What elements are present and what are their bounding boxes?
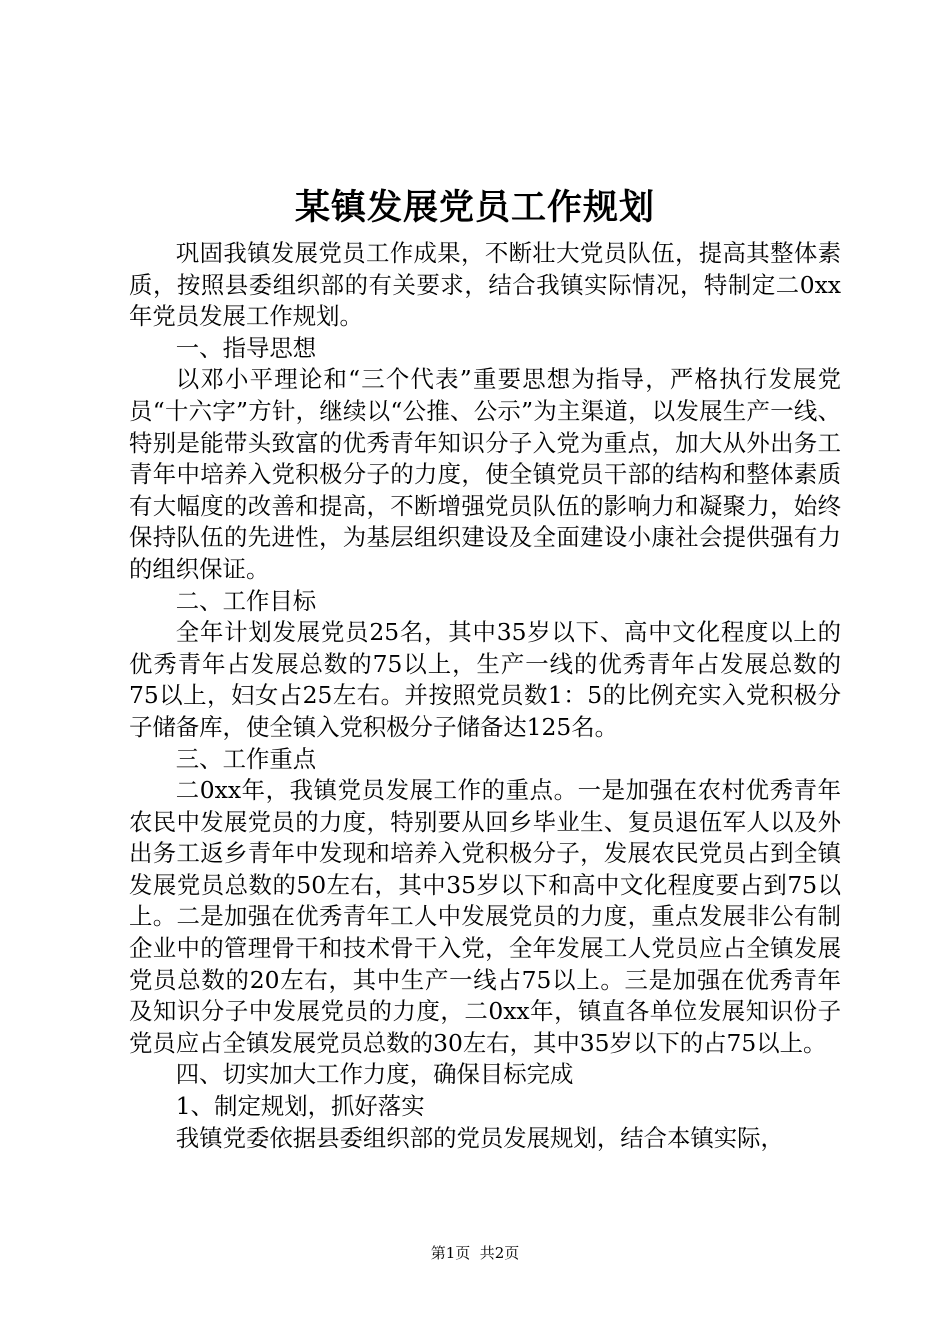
page-footer: 第1页 共2页 [430, 1244, 520, 1262]
make-plan-paragraph: 我镇党委依据县委组织部的党员发展规划，结合本镇实际， [175, 1123, 784, 1152]
document-body [129, 238, 841, 1154]
section-heading-work-goals: 二、工作目标 [175, 586, 317, 615]
section-heading-strengthen-work: 四、切实加大工作力度，确保目标完成 [175, 1060, 574, 1089]
guiding-ideology-paragraph: 以邓小平理论和“三个代表”重要思想为指导，严格执行发展党员“十六字”方针，继续以“公推、公示”为主渠道，以发展生产一线、特别是能带头致富的优秀青年知识分子入党为重点，加大从外出务工青年中培养入党积极分子的力度，使全镇党员干部的结构和整体素质有大幅度的改善和提高，不断增强党员队伍的影响力和凝聚力，始终保持队伍的先进性，为基层组织建设及全面建设小康社会提供强有力的组织保证。 [129, 365, 841, 583]
intro-paragraph: 巩固我镇发展党员工作成果，不断壮大党员队伍，提高其整体素质，按照县委组织部的有关要求，结合我镇实际情况，特制定二0xx年党员发展工作规划。 [129, 239, 841, 331]
section-heading-work-focus: 三、工作重点 [175, 744, 317, 773]
section-heading-guiding-ideology: 一、指导思想 [175, 333, 317, 362]
document-title: 某镇发展党员工作规划 [294, 187, 655, 228]
work-focus-paragraph: 二0xx年，我镇党员发展工作的重点。一是加强在农村优秀青年农民中发展党员的力度，特别要从回乡毕业生、复员退伍军人以及外出务工返乡青年中发现和培养入党积极分子，发展农民党员占到全镇发展党员总数的50左右，其中35岁以下和高中文化程度要占到75以上。二是加强在优秀青年工人中发展党员的力度，重点发展非公有制企业中的管理骨干和技术骨干入党，全年发展工人党员应占全镇发展党员总数的20左右，其中生产一线占75以上。三是加强在优秀青年及知识分子中发展党员的力度，二0xx年，镇直各单位发展知识份子党员应占全镇发展党员总数的30左右，其中35岁以下的占75以上。 [129, 776, 841, 1057]
subsection-heading-make-plan: 1、制定规划，抓好落实 [175, 1092, 425, 1121]
work-goals-paragraph: 全年计划发展党员25名，其中35岁以下、高中文化程度以上的优秀青年占发展总数的75以上，生产一线的优秀青年占发展总数的75以上，妇女占25左右。并按照党员数1：5的比例充实入党积极分子储备库，使全镇入党积极分子储备达125名。 [129, 618, 841, 741]
